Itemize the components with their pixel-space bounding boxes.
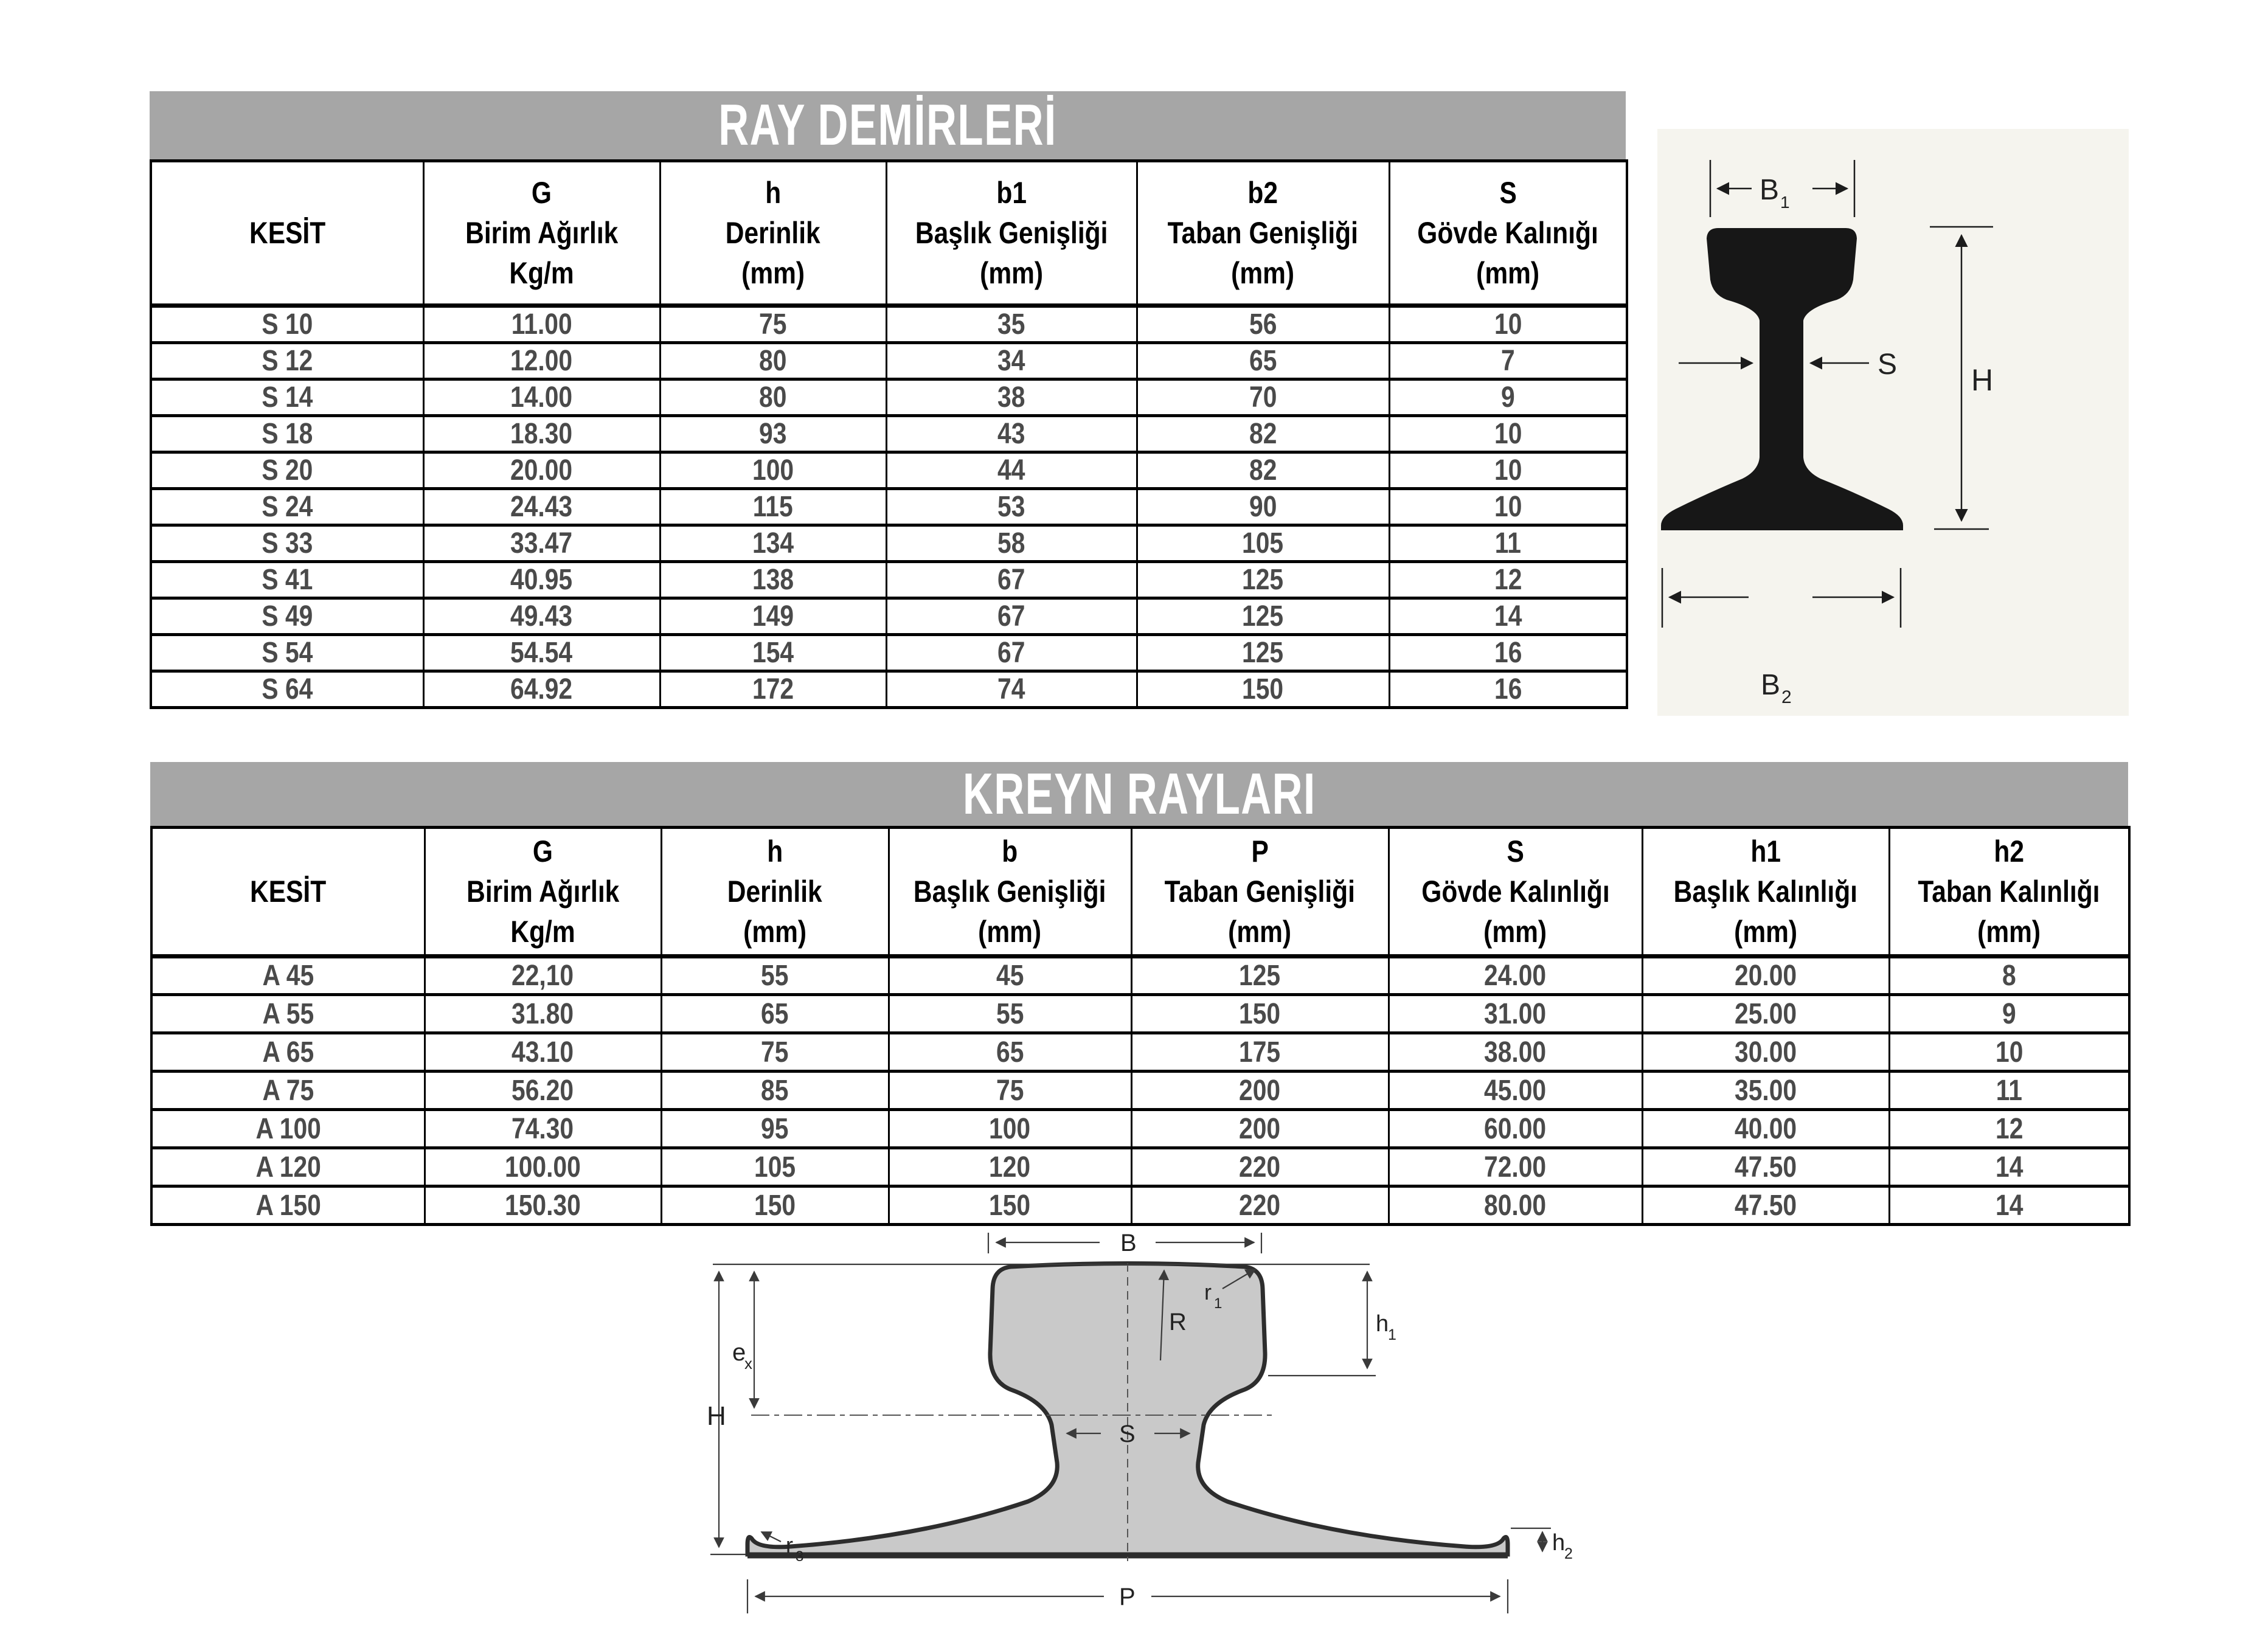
table-cell: 14 — [1889, 1186, 2129, 1225]
table-cell: 154 — [660, 635, 886, 671]
table-cell: 14 — [1389, 598, 1627, 635]
radius-label: R — [1169, 1309, 1187, 1335]
table-cell: 18.30 — [423, 416, 660, 452]
table-cell: 150 — [889, 1186, 1131, 1225]
table-cell: 45 — [889, 957, 1131, 995]
kreyn-table-body — [151, 957, 2129, 1225]
table-cell: 55 — [889, 995, 1131, 1033]
table-cell: 16 — [1389, 671, 1627, 708]
table-cell: 134 — [660, 525, 886, 562]
table-row — [151, 379, 1627, 416]
table-cell: S 10 — [151, 306, 423, 343]
table-cell: 125 — [1137, 598, 1389, 635]
table-row — [151, 635, 1627, 671]
table-row — [151, 995, 2129, 1033]
b1-label: B — [1760, 174, 1780, 206]
h1-label: h — [1376, 1311, 1389, 1337]
table-cell: 74 — [886, 671, 1137, 708]
r1-label: r — [1204, 1280, 1212, 1304]
table-cell: 43 — [886, 416, 1137, 452]
table-cell: 43.10 — [425, 1033, 661, 1072]
column-header-h1: h1 Başlık Kalınlığı (mm) — [1642, 828, 1889, 957]
table-cell: 40.95 — [423, 562, 660, 598]
table-cell: 10 — [1389, 306, 1627, 343]
table-cell: 125 — [1137, 635, 1389, 671]
table-row — [151, 489, 1627, 525]
table-cell: 12.00 — [423, 343, 660, 379]
ray-table-header — [151, 161, 1627, 306]
kreyn-table-title-bar — [150, 762, 2128, 826]
table-cell: 10 — [1389, 416, 1627, 452]
column-header-h: h Derinlik (mm) — [660, 161, 886, 306]
table-cell: 38.00 — [1389, 1033, 1642, 1072]
table-cell: 12 — [1389, 562, 1627, 598]
table-cell: 25.00 — [1642, 995, 1889, 1033]
table-cell: A 75 — [151, 1072, 425, 1110]
s-label: S — [1119, 1421, 1136, 1447]
r3-arrow — [761, 1532, 781, 1542]
table-cell: 7 — [1389, 343, 1627, 379]
table-cell: 105 — [1137, 525, 1389, 562]
table-cell: 65 — [889, 1033, 1131, 1072]
table-row — [151, 452, 1627, 489]
table-cell: 24.00 — [1389, 957, 1642, 995]
table-cell: S 24 — [151, 489, 423, 525]
table-cell: 54.54 — [423, 635, 660, 671]
crane-rail-diagram — [706, 1231, 1575, 1624]
table-cell: 75 — [889, 1072, 1131, 1110]
p-label: P — [1119, 1584, 1136, 1610]
column-header-b: b Başlık Genişliği (mm) — [889, 828, 1131, 957]
table-cell: 67 — [886, 635, 1137, 671]
table-cell: 149 — [660, 598, 886, 635]
table-cell: 31.80 — [425, 995, 661, 1033]
table-cell: 82 — [1137, 416, 1389, 452]
table-cell: 150.30 — [425, 1186, 661, 1225]
table-cell: A 100 — [151, 1110, 425, 1148]
table-cell: 138 — [660, 562, 886, 598]
table-cell: S 64 — [151, 671, 423, 708]
table-cell: 75 — [660, 306, 886, 343]
table-cell: 74.30 — [425, 1110, 661, 1148]
table-cell: A 150 — [151, 1186, 425, 1225]
table-cell: 67 — [886, 598, 1137, 635]
table-cell: 31.00 — [1389, 995, 1642, 1033]
table-cell: 220 — [1131, 1148, 1389, 1186]
table-cell: 10 — [1889, 1033, 2129, 1072]
ex-label-sub: x — [744, 1354, 752, 1373]
table-cell: 14 — [1889, 1148, 2129, 1186]
table-row — [151, 1186, 2129, 1225]
table-cell: 10 — [1389, 452, 1627, 489]
table-cell: 75 — [661, 1033, 889, 1072]
table-cell: 34 — [886, 343, 1137, 379]
table-cell: 115 — [660, 489, 886, 525]
ray-table-title: RAY DEMİRLERİ — [718, 92, 1057, 158]
r3-label: r — [786, 1533, 793, 1557]
crane-rail-drawing — [706, 1231, 1575, 1624]
table-cell: 58 — [886, 525, 1137, 562]
table-cell: 11 — [1889, 1072, 2129, 1110]
table-cell: 20.00 — [423, 452, 660, 489]
table-cell: 90 — [1137, 489, 1389, 525]
table-cell: 105 — [661, 1148, 889, 1186]
column-header-b1: b1 Başlık Genişliği (mm) — [886, 161, 1137, 306]
table-cell: 70 — [1137, 379, 1389, 416]
table-cell: 47.50 — [1642, 1186, 1889, 1225]
table-cell: 40.00 — [1642, 1110, 1889, 1148]
table-row — [151, 1033, 2129, 1072]
table-cell: 80.00 — [1389, 1186, 1642, 1225]
table-cell: 20.00 — [1642, 957, 1889, 995]
kreyn-table-header — [151, 828, 2129, 957]
table-cell: 11.00 — [423, 306, 660, 343]
s-label: S — [1878, 348, 1898, 381]
kreyn-header-row — [151, 828, 2129, 957]
table-cell: 172 — [660, 671, 886, 708]
table-cell: 60.00 — [1389, 1110, 1642, 1148]
h2-label: h — [1552, 1530, 1566, 1556]
table-cell: 38 — [886, 379, 1137, 416]
table-cell: S 49 — [151, 598, 423, 635]
b-label: B — [1120, 1231, 1137, 1256]
table-cell: S 33 — [151, 525, 423, 562]
b1-label-sub: 1 — [1780, 193, 1790, 212]
table-cell: 44 — [886, 452, 1137, 489]
table-cell: 150 — [1131, 995, 1389, 1033]
table-row — [151, 598, 1627, 635]
column-header-h2: h2 Taban Kalınlığı (mm) — [1889, 828, 2129, 957]
table-cell: 65 — [661, 995, 889, 1033]
kreyn-table — [150, 826, 2131, 1226]
kreyn-table-title: KREYN RAYLARI — [962, 761, 1316, 826]
h1-label-sub: 1 — [1388, 1326, 1396, 1343]
table-cell: A 120 — [151, 1148, 425, 1186]
table-cell: S 20 — [151, 452, 423, 489]
table-cell: 53 — [886, 489, 1137, 525]
height-label: H — [707, 1401, 726, 1431]
table-cell: 64.92 — [423, 671, 660, 708]
table-cell: 150 — [1137, 671, 1389, 708]
column-header-s: S Gövde Kalınığı (mm) — [1389, 161, 1627, 306]
table-cell: 22,10 — [425, 957, 661, 995]
r3-label-sub: 3 — [796, 1548, 804, 1565]
table-cell: 24.43 — [423, 489, 660, 525]
table-cell: 67 — [886, 562, 1137, 598]
column-header-b2: b2 Taban Genişliği (mm) — [1137, 161, 1389, 306]
table-cell: S 14 — [151, 379, 423, 416]
table-cell: 35.00 — [1642, 1072, 1889, 1110]
table-cell: A 55 — [151, 995, 425, 1033]
table-cell: 11 — [1389, 525, 1627, 562]
diagram-background — [1657, 129, 2129, 716]
table-row — [151, 343, 1627, 379]
table-row — [151, 1072, 2129, 1110]
table-cell: 175 — [1131, 1033, 1389, 1072]
table-cell: 14.00 — [423, 379, 660, 416]
h2-label-sub: 2 — [1564, 1545, 1573, 1562]
table-cell: 85 — [661, 1072, 889, 1110]
table-cell: S 12 — [151, 343, 423, 379]
h-label: H — [1971, 363, 1994, 397]
table-cell: S 41 — [151, 562, 423, 598]
table-cell: 100 — [660, 452, 886, 489]
rail-section-drawing — [1657, 129, 2129, 716]
table-cell: 56 — [1137, 306, 1389, 343]
r1-label-sub: 1 — [1214, 1295, 1222, 1312]
table-cell: 45.00 — [1389, 1072, 1642, 1110]
rail-section-diagram — [1657, 129, 2129, 716]
ray-table-title-bar — [150, 91, 1626, 159]
table-cell: 16 — [1389, 635, 1627, 671]
table-cell: 10 — [1389, 489, 1627, 525]
table-cell: 120 — [889, 1148, 1131, 1186]
column-header-s: S Gövde Kalınlığı (mm) — [1389, 828, 1642, 957]
table-cell: S 54 — [151, 635, 423, 671]
table-row — [151, 416, 1627, 452]
column-header-kesit: KESİT — [151, 161, 423, 306]
table-cell: 9 — [1389, 379, 1627, 416]
table-cell: 47.50 — [1642, 1148, 1889, 1186]
table-cell: 95 — [661, 1110, 889, 1148]
ray-table — [150, 159, 1628, 709]
table-row — [151, 671, 1627, 708]
table-cell: 30.00 — [1642, 1033, 1889, 1072]
table-cell: 100.00 — [425, 1148, 661, 1186]
table-cell: 100 — [889, 1110, 1131, 1148]
table-cell: 220 — [1131, 1186, 1389, 1225]
table-cell: 9 — [1889, 995, 2129, 1033]
table-cell: 12 — [1889, 1110, 2129, 1148]
table-cell: 8 — [1889, 957, 2129, 995]
table-cell: 35 — [886, 306, 1137, 343]
table-cell: A 65 — [151, 1033, 425, 1072]
h1-dimension — [1268, 1272, 1376, 1376]
table-cell: 80 — [660, 343, 886, 379]
table-cell: 49.43 — [423, 598, 660, 635]
table-cell: 55 — [661, 957, 889, 995]
table-cell: 72.00 — [1389, 1148, 1642, 1186]
column-header-p: P Taban Genişliği (mm) — [1131, 828, 1389, 957]
table-cell: 200 — [1131, 1072, 1389, 1110]
table-row — [151, 1148, 2129, 1186]
table-row — [151, 562, 1627, 598]
ray-header-row — [151, 161, 1627, 306]
column-header-g: G Birim Ağırlık Kg/m — [425, 828, 661, 957]
table-cell: S 18 — [151, 416, 423, 452]
table-cell: 82 — [1137, 452, 1389, 489]
table-row — [151, 306, 1627, 343]
table-row — [151, 525, 1627, 562]
table-cell: 125 — [1131, 957, 1389, 995]
b2-label: B — [1761, 669, 1781, 701]
table-cell: 93 — [660, 416, 886, 452]
ex-label: e — [732, 1339, 746, 1366]
table-cell: 200 — [1131, 1110, 1389, 1148]
table-row — [151, 1110, 2129, 1148]
table-cell: 80 — [660, 379, 886, 416]
column-header-h: h Derinlik (mm) — [661, 828, 889, 957]
table-cell: 56.20 — [425, 1072, 661, 1110]
b2-label-sub: 2 — [1781, 687, 1792, 707]
table-cell: 33.47 — [423, 525, 660, 562]
table-cell: A 45 — [151, 957, 425, 995]
table-cell: 125 — [1137, 562, 1389, 598]
ray-table-body — [151, 306, 1627, 708]
table-cell: 65 — [1137, 343, 1389, 379]
column-header-kesit: KESİT — [151, 828, 425, 957]
column-header-g: G Birim Ağırlık Kg/m — [423, 161, 660, 306]
table-cell: 150 — [661, 1186, 889, 1225]
table-row — [151, 957, 2129, 995]
h2-dimension — [1511, 1528, 1551, 1551]
